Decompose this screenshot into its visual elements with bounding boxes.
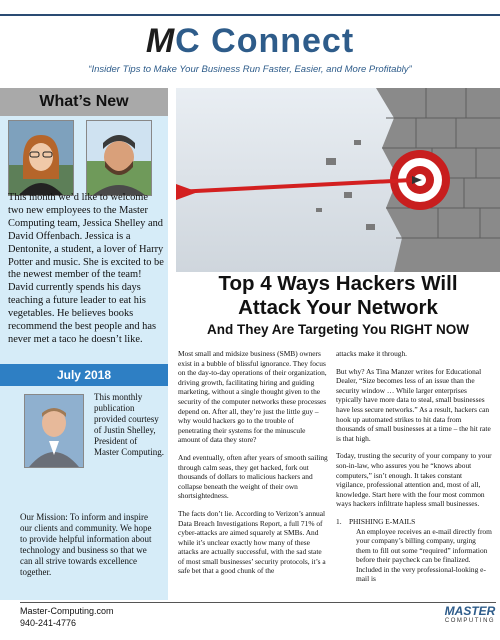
master-computing-logo — [444, 604, 496, 624]
newsletter-logo — [0, 18, 500, 64]
article-column-right — [336, 349, 492, 584]
top-rule — [0, 14, 500, 16]
logo-text: C Connect — [175, 22, 355, 60]
article-paragraph: And eventually, often after years of smooth sailing through calm seas, they get hacked, fork out thousands of dollars to malicious hackers and collapse beneath the weight of their own shortsightedness. — [178, 452, 328, 501]
article-subtitle: And They Are Targeting You RIGHT NOW — [206, 322, 469, 337]
article-title-line2: Attack Your Network — [238, 296, 438, 319]
intro-text: This month we’d like to welcome two new employees to the Master Computing team, Jessica Shelley and David Offenbach. Jessica is a Dentonite, a student, a lover of Harry Potter and music. She is excited to be the newest member of the team! David currently spends his days teaching a future leader to eat his vegetables. He believes books recommend the best people and has never met a taco he doesn’t like. — [8, 192, 164, 345]
jessica-photo — [8, 120, 74, 196]
article-headline — [176, 272, 500, 340]
david-photo — [86, 120, 152, 196]
tagline: “Insider Tips to Make Your Business Run Faster, Easier, and More Profitably” — [88, 64, 412, 75]
article-title-line1: Top 4 Ways Hackers Will — [218, 272, 458, 295]
list-item-number: 1. — [336, 516, 342, 526]
logo-master: MASTER — [444, 604, 496, 618]
sidebar — [0, 88, 168, 600]
article-paragraph: Most small and midsize business (SMB) owners exist in a bubble of blissful ignorance. They focus on the day-to-day operations of their organization, driving growth, facilitating hiring and guiding marketing, without a single thought given to the security of the computer networks these processes depend on. After all, they’re just the little guy – why would hackers go to the trouble of penetrating their systems for the minuscule amount of data they store? — [178, 349, 327, 445]
list-item-body: An employee receives an e-mail directly from your company’s billing company, urging them to fill out some “required” information before their paycheck can be finalized. Included in the very professional-looking e-mail is — [356, 526, 492, 584]
footer-rule — [20, 602, 496, 603]
article-paragraph: But why? As Tina Manzer writes for Educational Dealer, “Size becomes less of an issue than the security window … While larger enterprises typically have more data to steal, small businesses have less secure networks.” As a result, hackers can hook up automated strikes to hit data from thousands of small businesses at a time – the hit rate is that high. — [336, 366, 491, 443]
masthead — [0, 18, 500, 75]
article-column-left — [178, 349, 328, 584]
hero-image — [176, 88, 500, 272]
article-paragraph: Today, trusting the security of your company to your son-in-law, who assures you he “knows about computers,” isn’t enough. It takes constant vigilance, professional attention and, most of all, knowledge. Start here with the four most common ways hackers infiltrate hapless small businesses. — [336, 451, 492, 509]
logo-computing: COMPUTING — [444, 618, 496, 624]
article-paragraph: attacks make it through. — [336, 349, 408, 358]
logo-m: M — [145, 22, 176, 60]
whats-new-heading: What’s New — [0, 88, 168, 116]
footer-website: Master-Computing.com — [20, 606, 114, 616]
justin-photo — [24, 394, 84, 468]
footer-contact — [20, 605, 114, 629]
publication-courtesy: This monthly publication provided courtesy of Justin Shelley, President of Master Computing. — [94, 392, 164, 457]
issue-month: July 2018 — [0, 364, 168, 386]
footer-phone: 940-241-4776 — [20, 618, 77, 628]
list-item-heading — [336, 517, 492, 527]
list-item-title: PHISHING E-MAILS — [348, 516, 416, 526]
mission-statement: Our Mission: To inform and inspire our clients and community. We hope to provide helpful information about technology and business so that we can all strive towards excellence together. — [20, 512, 152, 577]
article-paragraph: The facts don’t lie. According to Verizon’s annual Data Breach Investigations Report, a full 71% of cyber-attacks are aimed squarely at SMBs. And while it’s unclear exactly how many of these attacks are actually successful, with the sad state of most small businesses’ security protocols, it’s a safe bet that a good chunk of the — [178, 508, 326, 576]
